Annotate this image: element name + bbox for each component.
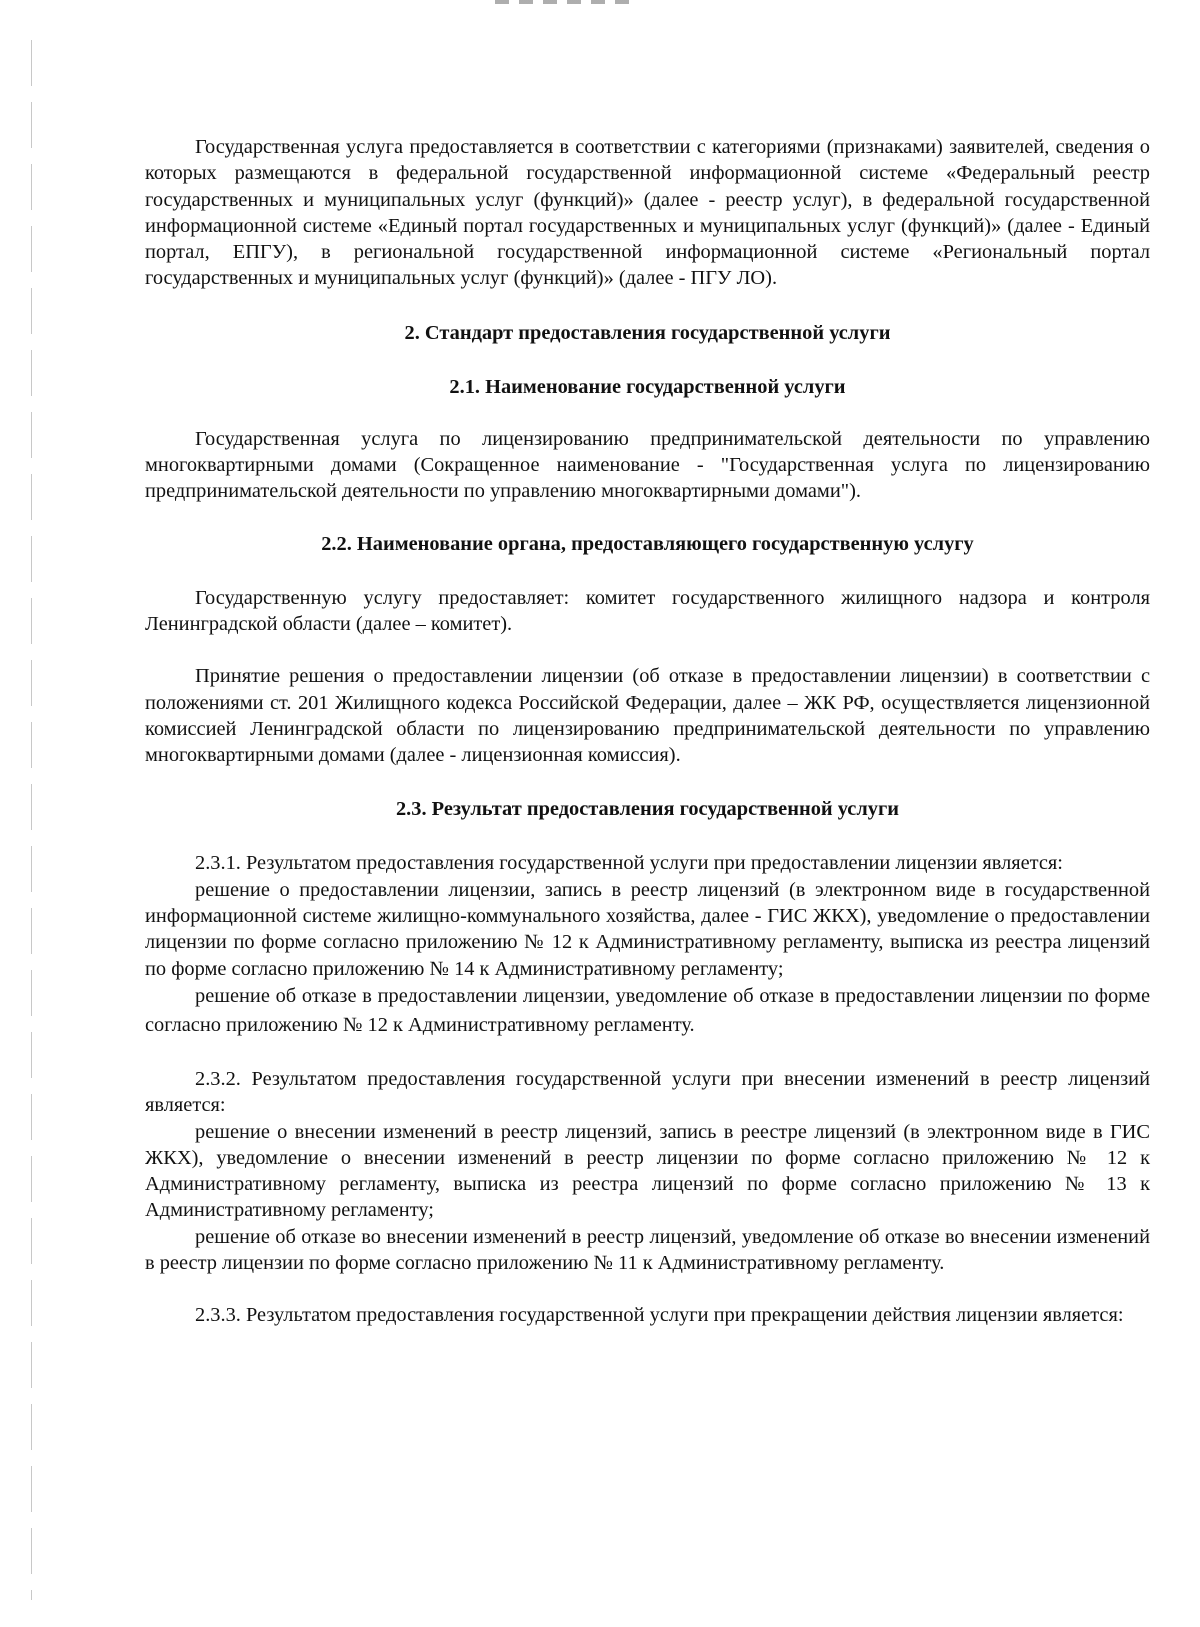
item-2-3-1-a: решение о предоставлении лицензии, запись в реестр лицензий (в электронном виде в государственной информационной системе жилищно-коммунального хозяйства, далее - ГИС ЖКХ), уведомление о предоставлении лицензии по форме согласно приложению № 12 к Административному регламенту, выписка из реестра лицензий по форме согласно приложению № 14 к Административному регламенту; xyxy=(145,878,1150,980)
intro-paragraph: Государственная услуга предоставляется в соответствии с категориями (признаками) заявителей, сведения о которых размещаются в федеральной государственной информационной системе «Федеральный реестр государственных и муниципальных услуг (функций)» (далее - реестр услуг), в федеральной государственной информационной системе «Единый портал государственных и муниципальных услуг (функций)» (далее - Единый портал, ЕПГУ), в региональной государственной информационной системе «Региональный портал государственных и муниципальных услуг (функций)» (далее - ПГУ ЛО). xyxy=(145,136,1150,290)
section-2-heading: 2. Стандарт предоставления государственной услуги xyxy=(404,321,891,344)
section-2-2-text-1: Государственную услугу предоставляет: комитет государственного жилищного надзора и контроля Ленинградской области (далее – комитет). xyxy=(145,586,1150,635)
item-2-3-1-b: решение об отказе в предоставлении лицензии, уведомление об отказе в предоставлении лицензии по форме согласно приложению № 12 к Административному регламенту. xyxy=(145,984,1150,1036)
item-2-3-2-intro: 2.3.2. Результатом предоставления государственной услуги при внесении изменений в реестр лицензий является: xyxy=(145,1067,1150,1117)
section-2-2-text-2: Принятие решения о предоставлении лицензии (об отказе в предоставлении лицензии) в соответствии с положениями ст. 201 Жилищного кодекса Российской Федерации, далее – ЖК РФ, осуществляется лицензионной комиссией Ленинградской области по лицензированию предпринимательской деятельности по управлению многоквартирными домами (далее - лицензионная комиссия). xyxy=(145,665,1150,767)
document-page xyxy=(145,134,1150,1329)
section-2-2-heading: 2.2. Наименование органа, предоставляющего государственную услугу xyxy=(321,532,974,555)
section-2-3-heading: 2.3. Результат предоставления государственной услуги xyxy=(395,798,900,821)
section-2-1-heading: 2.1. Наименование государственной услуги xyxy=(449,375,846,398)
item-2-3-2-a: решение о внесении изменений в реестр лицензий, запись в реестре лицензий (в электронном виде в ГИС ЖКХ), уведомление о внесении изменений в реестр лицензии по форме согласно приложению № 12 к Административному регламенту, выписка из реестра лицензий по форме согласно приложению № 13 к Административному регламенту; xyxy=(145,1120,1150,1222)
item-2-3-2-b: решение об отказе во внесении изменений в реестр лицензий, уведомление об отказе во внесении изменений в реестр лицензии по форме согласно приложению № 11 к Административному регламенту. xyxy=(145,1225,1150,1275)
scan-left-edge xyxy=(31,40,32,1600)
section-2-1-text: Государственная услуга по лицензированию предпринимательской деятельности по управлению многоквартирными домами (Сокращенное наименование - "Государственная услуга по лицензированию предпринимательской деятельности по управлению многоквартирными домами"). xyxy=(145,427,1150,503)
scan-top-mark xyxy=(495,0,635,4)
item-2-3-3-intro: 2.3.3. Результатом предоставления государственной услуги при прекращении действия лицензии является: xyxy=(195,1304,1124,1327)
item-2-3-1-intro: 2.3.1. Результатом предоставления государственной услуги при предоставлении лицензии является: xyxy=(195,852,1063,875)
